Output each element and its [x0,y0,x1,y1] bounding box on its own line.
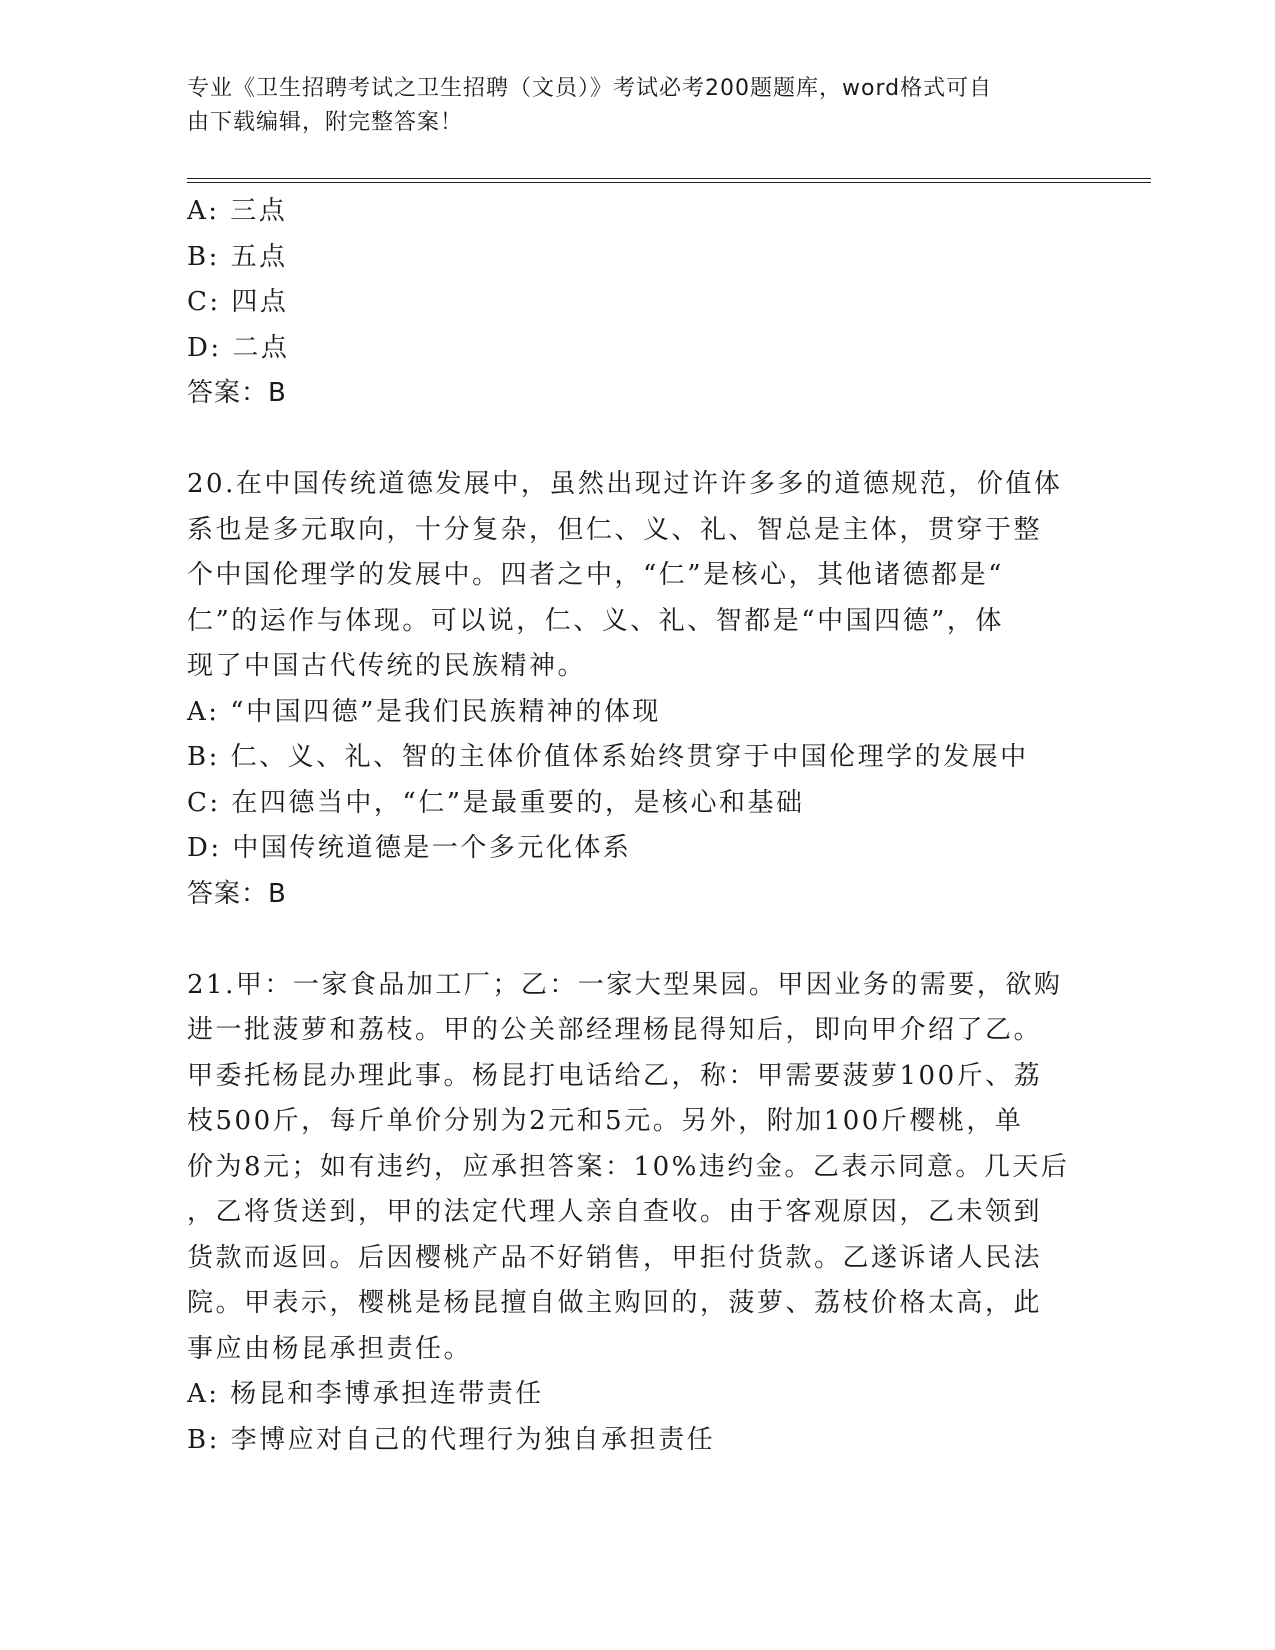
answer: 答案：B [187,878,287,909]
header-line-1: 专业《卫生招聘考试之卫生招聘（文员）》考试必考200题题库，word格式可自 [187,76,993,101]
option-a: A: 杨昆和李博承担连带责任 [187,1379,544,1409]
header-line-2: 由下载编辑，附完整答案！ [187,110,464,135]
option-d: D: 二点 [187,332,290,363]
answer: 答案：B [187,378,287,408]
question-text-line: 21.甲：一家食品加工厂；乙：一家大型果园。甲因业务的需要，欲购 [187,969,1063,1000]
question-text-line: 院。甲表示，樱桃是杨昆擅自做主购回的，菠萝、荔枝价格太高，此 [187,1288,1043,1318]
document-header [187,72,1077,140]
option-d: D: 中国传统道德是一个多元化体系 [187,833,632,863]
question-text-line: 价为8元；如有违约，应承担答案：10%违约金。乙表示同意。几天后 [187,1151,1070,1182]
option-b: B: 五点 [187,241,288,272]
option-c: C: 在四德当中，“仁”是最重要的，是核心和基础 [187,787,805,818]
document-body [187,189,1087,1463]
question-21-block [187,963,1087,1464]
question-text-line: 现了中国古代传统的民族精神。 [187,651,587,681]
question-text-line: 系也是多元取向，十分复杂，但仁、义、礼、智总是主体，贯穿于整 [187,514,1043,545]
question-text-line: 个中国伦理学的发展中。四者之中，“仁”是核心，其他诸德都是“ [187,560,1004,590]
spacer [187,417,1087,463]
option-a: A: “中国四德”是我们民族精神的体现 [187,696,661,727]
question-text-line: ，乙将货送到，甲的法定代理人亲自查收。由于客观原因，乙未领到 [187,1197,1043,1227]
spacer [187,917,1087,963]
option-c: C: 四点 [187,287,289,317]
question-text-line: 枝500斤，每斤单价分别为2元和5元。另外，附加100斤樱桃，单 [187,1106,1024,1136]
question-text-line: 进一批菠萝和荔枝。甲的公关部经理杨昆得知后，即向甲介绍了乙。 [187,1015,1043,1045]
question-19-block [187,189,1087,417]
question-text-line: 20.在中国传统道德发展中，虽然出现过许许多多的道德规范，价值体 [187,469,1063,499]
question-text-line: 仁”的运作与体现。可以说，仁、义、礼、智都是“中国四德”，体 [187,605,1004,636]
question-text-line: 货款而返回。后因樱桃产品不好销售，甲拒付货款。乙遂诉诸人民法 [187,1242,1043,1273]
option-b: B: 仁、义、礼、智的主体价值体系始终贯穿于中国伦理学的发展中 [187,742,1029,772]
question-20-block [187,462,1087,917]
question-text-line: 事应由杨昆承担责任。 [187,1333,473,1364]
question-text-line: 甲委托杨昆办理此事。杨昆打电话给乙，称：甲需要菠萝100斤、荔 [187,1060,1043,1091]
header-divider-bottom [187,182,1151,183]
header-divider-top [187,178,1151,179]
option-a: A: 三点 [187,196,288,226]
option-b: B: 李博应对自己的代理行为独自承担责任 [187,1424,716,1455]
